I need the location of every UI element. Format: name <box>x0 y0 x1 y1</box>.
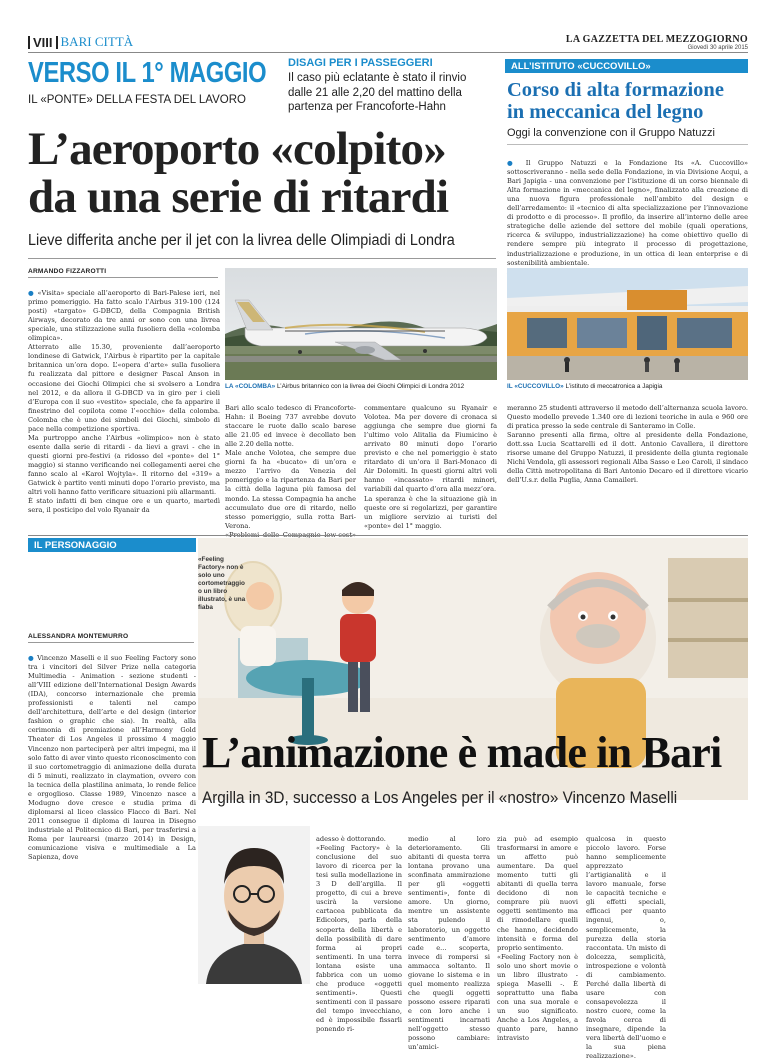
istituto-subheadline: Oggi la convenzione con il Gruppo Natuzzi <box>507 127 715 139</box>
main-byline: ARMANDO FIZZAROTTI <box>28 268 107 275</box>
personaggio-col0-text: Vincenzo Maselli e il suo Feeling Factory sono tra i vincitori del Silver Prize nella categoria Multimedia - Animation - sezione studenti - all’VIII edizione dell’International Design Awards (IDA), concorso internazionale che premia professionisti e talenti nel campo dell’architettura, dell’arte e del design (interior fashion o graphic che sia). In realtà, alla cerimonia di premiazione all’Harmony Gold Theater di Los Angeles il prossimo 4 maggio Vincenzo non parteciperà per altri impegni, ma il solo fatto di aver vinto questo riconoscimento con il suo cortometraggio di animazione della durata di 5 minuti, realizzato in claymation, ovvero con la tecnica della plastilina animata, lo rende felice e orgoglioso. Classe 1989, Vincenzo nasce a Modugno dove cresce e studia prima di diplomarsi al liceo classico Flacco di Bari. Nel 2011 consegue il diploma di laurea in Disegno industriale al Politecnico di Bari, per trasferirsi a Roma per laurearsi (marzo 2014) in Design, comunicazione visiva e multimediale a La Sapienza, dove <box>28 654 196 862</box>
bullet-dot-icon: ● <box>28 654 38 663</box>
section-name: BARI CITTÀ <box>60 34 134 49</box>
issue-date: Giovedì 30 aprile 2015 <box>687 45 748 51</box>
disagi-label: DISAGI PER I PASSEGGERI <box>288 57 433 69</box>
section-separator-rule <box>28 535 748 536</box>
personaggio-col2-text: medio al loro deterioramento. Gli abitanti di questa terra lontana provano una sconfinata ammirazione per gli «oggetti sentimenti», fonte di amore. Un giorno, mentre un assistente sta pulendo il laboratorio, un oggetto sentimento d’amore cade e... scoperta, invece di rompersi si ammacca soltanto. Il giovane lo sistema e in quel momento realizza che quegli oggetti possono essere riparati e con loro anche i sentimenti incarnati nell’oggetto stesso possono cambiare: un’amici- <box>408 835 490 1052</box>
personaggio-col3-text: zia può ad esempio trasformarsi in amore e un affetto può aumentare. Da quel momento tutti gli abitanti di quella terra decidono di non comprare più nuovi oggetti sentimento ma di rimodellare quelli che hanno, decidendo intensità e forma del proprio sentimento. «Feeling Factory non è solo uno short movie o un libro illustrato - spiega Maselli -. È soprattutto una fiaba con una sua morale e un suo significato. Anche a Los Angeles, a quanto pare, hanno intravisto <box>497 835 578 1043</box>
airplane-caption-text: L’Airbus britannico con la livrea dei Giochi Olimpici di Londra 2012 <box>276 383 465 390</box>
istituto-headline-line1: Corso di alta formazione <box>507 79 724 101</box>
header-rule <box>28 52 748 53</box>
istituto-building-illustration <box>507 268 748 380</box>
kicker-title: VERSO IL 1° MAGGIO <box>28 57 267 89</box>
personaggio-col1-text: adesso è dottorando. «Feeling Factory» è la conclusione del suo lavoro di ricerca per la tesi sulla modellazione in 3 D dell’argilla. Il progetto, di cui a breve uscirà la versione cartacea pubblicata da Edicolors, parla della scoperta della libertà e della possibilità di dare forma ai propri sentimenti. In una terra lontana esiste una fabbrica con un uomo che produce «oggetti sentimenti». Questi sentimenti con il passare del tempo invecchiano, ed è impossibile fissarli ponendo ri- <box>316 835 402 1034</box>
airplane-photo <box>225 268 497 380</box>
istituto-caption-text: L’istituto di meccatronica a Japigia <box>565 383 663 390</box>
airplane-caption-label: LA «COLOMBA» <box>225 383 276 390</box>
maselli-portrait <box>198 826 310 984</box>
airplane-caption <box>225 383 497 391</box>
istituto-bar <box>505 59 748 73</box>
portrait-illustration <box>198 826 310 984</box>
personaggio-col3 <box>497 826 578 1043</box>
istituto-rule <box>507 144 748 145</box>
istituto-body-bottom-text: meranno 25 studenti attraverso il metodo dell’alternanza scuola lavoro. Questo modello prevede 1.340 ore di lezioni teoriche in aula e 960 ore di pratica presso la sede centrale di Santeramo in Colle. Saranno presenti alla firma, oltre al presidente della Fondazione, dott.ssa Lucia Scattarelli ed il dott. Antonio Cavallera, il direttore risorse umane del Gruppo Natuzzi, il presidente della giunta regionale Nichi Vendola, gli assessori regionali Alba Sasso e Leo Caroli, il sindaco della Città metropolitana di Bari Antonio Decaro ed il direttore vicario dell’U.s.r. della Puglia, Anna Camaileri. <box>507 404 748 485</box>
main-headline-rule <box>28 258 496 259</box>
section-divider-bar <box>56 36 58 49</box>
personaggio-col1 <box>316 826 402 1034</box>
disagi-text: Il caso più eclatante è stato il rinvio dalle 21 alle 2,20 del mattino della partenza per Francoforte-Hahn <box>288 72 467 113</box>
airplane-illustration <box>225 268 497 380</box>
personaggio-col0 <box>28 645 196 862</box>
personaggio-byline-rule <box>28 642 194 643</box>
byline-rule <box>28 277 218 278</box>
main-headline-line2: da una serie di ritardi <box>28 171 449 223</box>
main-article-col2 <box>225 395 356 532</box>
istituto-caption-label: IL «CUCCOVILLO» <box>507 383 564 390</box>
istituto-caption <box>507 383 748 391</box>
istituto-body-bottom <box>507 395 748 532</box>
istituto-photo <box>507 268 748 380</box>
main-article-col2-text: Bari allo scalo tedesco di Francoforte-Hahn: il Boeing 737 avrebbe dovuto staccare le ruote dallo scalo barese alle 21.05 ed invece è decollato ben alle 2.20 della notte. Male anche Volotea, che sempre due giorni fa ha «bucato» di un’ora e mezzo l’arrivo da Venezia del pomeriggio e la ripartenza da Bari per la città della laguna più famosa del mondo. La stessa Compagnia ha anche accumulato due ore di ritardo, nello stesso pomeriggio, sulla rotta Bari-Verona. <box>225 404 356 530</box>
istituto-body-top <box>507 150 748 267</box>
main-article-col1 <box>28 280 220 532</box>
istituto-body-top-text: Il Gruppo Natuzzi e la Fondazione Its «A. Cuccovillo» sottoscriveranno - nella sede della Fondazione, in via Divisione Acqui, a Bari Japigia - una convenzione per l’istituzione di un corso biennale di Alta formazione in «meccanica del legno», finalizzato alla creazione di una nuova figura professionale nell’ambito del design e dell’arredamento: il «tecnico di alta specializzazione per l’innovazione di prodotto e di processo». Il profilo, da inserire all’interno delle aree strategiche delle aziende del settore del mobile (quali operations, ricerca & sviluppo, industrializzazione) ha come obiettivo quello di rendere sempre più integrato il processo di progettazione, industrializzazione e produzione, in un ottica di lean enterprise e di sostenibilità ambientale. <box>507 159 748 267</box>
istituto-bar-label: ALL’ISTITUTO «CUCCOVILLO» <box>511 61 651 72</box>
personaggio-bar-label: IL PERSONAGGIO <box>34 540 117 551</box>
istituto-headline-line2: in meccanica del legno <box>507 101 704 123</box>
personaggio-subheadline: Argilla in 3D, successo a Los Angeles per il «nostro» Vincenzo Maselli <box>202 788 678 807</box>
personaggio-bar <box>28 538 196 552</box>
main-subheadline: Lieve differita anche per il jet con la livrea delle Olimpiadi di Londra <box>28 232 455 249</box>
kicker-subtitle: IL «PONTE» DELLA FESTA DEL LAVORO <box>28 94 246 106</box>
personaggio-headline: L’animazione è made in Bari <box>202 728 722 777</box>
personaggio-col4 <box>586 826 666 1061</box>
clay-photo-caption: «Feeling Factory» non è solo uno cortometraggio o un libro illustrato, è una fiaba <box>198 556 246 611</box>
main-headline-line1: L’aeroporto «colpito» <box>28 123 446 175</box>
bullet-dot-icon: ● <box>28 289 38 298</box>
main-article-col3-text: commentare qualcuno su Ryanair e Volotea. Ma per dovere di cronaca si aggiunga che sempre due giorni fa l’ultimo volo Alitalia da Fiumicino è arrivato 80 minuti dopo l’orario previsto e che nel pomeriggio è stato ritardato di un’ora il Bari-Monaco di Air Dolomiti. In questi giorni altri voli hanno «incassato» ritardi minori, variabili dal quarto d’ora alla mezz’ora. La speranza è che la situazione già in queste ore si regolarizzi, per garantire un migliore servizio ai turisti del «ponte» del 1° maggio. <box>364 404 497 530</box>
personaggio-col2 <box>408 826 490 1052</box>
section-divider-bar <box>28 36 30 49</box>
main-article-col3 <box>364 395 497 532</box>
section-header <box>28 35 133 49</box>
newspaper-name: LA GAZZETTA DEL MEZZOGIORNO <box>565 34 748 45</box>
personaggio-byline: ALESSANDRA MONTEMURRO <box>28 633 129 640</box>
section-number: VIII <box>33 34 53 50</box>
main-article-col1-text: «Visita» speciale all’aeroporto di Bari-Palese ieri, nel primo pomeriggio. Ha fatto scalo l’Airbus 319-100 (124 posti) «targato» G-DBCD, della Compagnia British Airways, decorato da tre anni or sono con una livrea speciale, una stilizzazione sulla fusoliera della «colomba olimpica». Atterrato alle 15.30, proveniente dall’aeroporto londinese di Gatwick, l’Airbus è ripartito per la capitale britannica un’ora dopo. L’«opera d’arte» sulla fusoliera fu realizzata dal pittore e designer Pascal Anson in occasione dei Giochi Olimpici che si svolsero a Londra nel 2012, e da allora il G-DBCD va in giro per i cieli d’Europa con il suo «vestito» speciale, che fa apparire il finestrino del copilota come l’«occhio» della colomba. Colomba che è uno dei simboli dei Giochi, simbolo di pace nella competizione sportiva. Ma purtroppo anche l’Airbus «olimpico» non è stato esente dalla serie di ritardi - da lievi a gravi - che in questi giorni pre-festivi (a ridosso del «ponte» del 1° maggio) si stanno verificando nei collegamenti aerei che fanno scalo al «Karol Wojtyla». Il ritorno del «319» a Gatwick è partito venti minuti dopo l’orario previsto, ma altri voli hanno fatto verificare situazioni più allarmanti. È stato infatti di ben cinque ore e un quarto, martedì sera, il posticipo del volo Ryanair da <box>28 289 220 515</box>
personaggio-col4-text: qualcosa in questo piccolo lavoro. Forse hanno semplicemente apprezzato l’artigianalità e il lavoro manuale, forse le capacità tecniche e gli effetti speciali, efficaci per quanto ingenui, o, semplicemente, la purezza della storia raccontata. Un misto di dolcezza, semplicità, introspezione e volontà di cambiamento. Perché dalla libertà di usare con consapevolezza il nostro cuore, come la favola cerca di insegnare, dipende la vera libertà dell’uomo e la sua piena realizzazione». <box>586 835 666 1061</box>
bullet-dot-icon: ● <box>507 159 526 168</box>
